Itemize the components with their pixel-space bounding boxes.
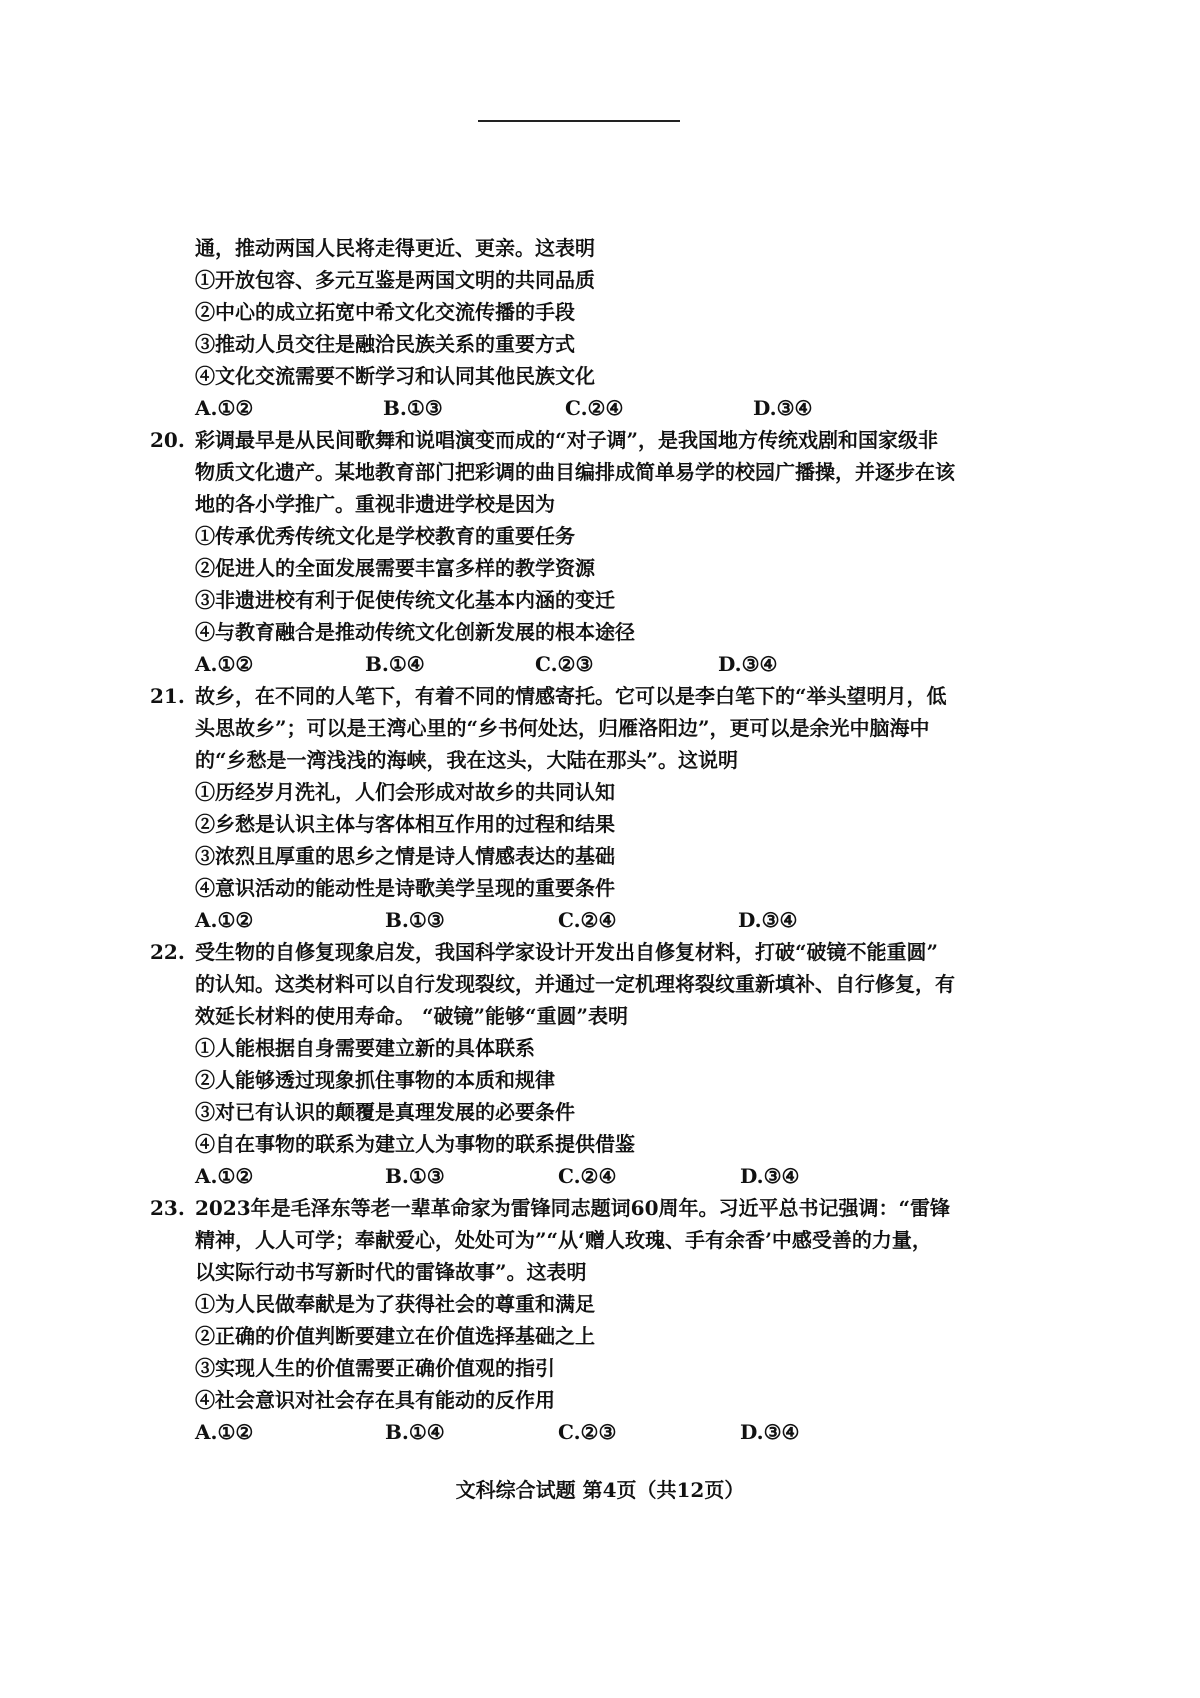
statement-2: ②促进人的全面发展需要丰富多样的教学资源: [195, 556, 595, 580]
option-c: C.②④: [558, 908, 617, 932]
statement-4: ④社会意识对社会存在具有能动的反作用: [195, 1388, 555, 1412]
option-a: A.①②: [195, 652, 254, 676]
option-d: D.③④: [740, 1420, 800, 1444]
statement-2: ②中心的成立拓宽中希文化交流传播的手段: [195, 300, 575, 324]
question-20: [150, 424, 1050, 680]
question-stem-line: 地的各小学推广。重视非遗进学校是因为: [195, 492, 555, 516]
question-stem-line: 的认知。这类材料可以自行发现裂纹，并通过一定机理将裂纹重新填补、自行修复，有: [195, 972, 955, 996]
question-stem-line: 的“乡愁是一湾浅浅的海峡，我在这头，大陆在那头”。这说明: [195, 748, 739, 772]
question-stem-line: 头思故乡”；可以是王湾心里的“乡书何处达，归雁洛阳边”，更可以是余光中脑海中: [195, 716, 930, 740]
option-c: C.②③: [535, 652, 594, 676]
statement-4: ④自在事物的联系为建立人为事物的联系提供借鉴: [195, 1132, 635, 1156]
statement-3: ③推动人员交往是融洽民族关系的重要方式: [195, 332, 575, 356]
option-b: B.①③: [385, 1164, 445, 1188]
question-number: 21.: [150, 684, 185, 708]
option-a: A.①②: [195, 908, 254, 932]
option-b: B.①④: [385, 1420, 445, 1444]
statement-4: ④意识活动的能动性是诗歌美学呈现的重要条件: [195, 876, 615, 900]
statement-2: ②正确的价值判断要建立在价值选择基础之上: [195, 1324, 595, 1348]
question-19: [150, 232, 1050, 424]
question-stem-line: 故乡，在不同的人笔下，有着不同的情感寄托。它可以是李白笔下的“举头望明月，低: [195, 684, 947, 708]
option-d: D.③④: [738, 908, 798, 932]
statement-4: ④与教育融合是推动传统文化创新发展的根本途径: [195, 620, 635, 644]
statement-1: ①历经岁月洗礼，人们会形成对故乡的共同认知: [195, 780, 615, 804]
option-a: A.①②: [195, 396, 254, 420]
statement-2: ②乡愁是认识主体与客体相互作用的过程和结果: [195, 812, 615, 836]
option-c: C.②③: [558, 1420, 617, 1444]
answer-options: [150, 904, 1050, 936]
question-number: 23.: [150, 1196, 185, 1220]
question-stem-line: 彩调最早是从民间歌舞和说唱演变而成的“对子调”，是我国地方传统戏剧和国家级非: [195, 428, 939, 452]
option-c: C.②④: [558, 1164, 617, 1188]
option-b: B.①③: [385, 908, 445, 932]
statement-1: ①开放包容、多元互鉴是两国文明的共同品质: [195, 268, 595, 292]
question-stem-line: 通，推动两国人民将走得更近、更亲。这表明: [195, 236, 595, 260]
question-stem-line: 2023年是毛泽东等老一辈革命家为雷锋同志题词60周年。习近平总书记强调：“雷锋: [195, 1196, 950, 1220]
question-number: 20.: [150, 428, 185, 452]
question-21: [150, 680, 1050, 936]
header-rule: [478, 120, 680, 122]
question-number: 22.: [150, 940, 185, 964]
option-d: D.③④: [718, 652, 778, 676]
question-stem-line: 精神，人人可学；奉献爱心，处处可为”“从‘赠人玫瑰、手有余香’中感受善的力量，: [195, 1228, 932, 1252]
question-22: [150, 936, 1050, 1192]
question-stem-line: 物质文化遗产。某地教育部门把彩调的曲目编排成简单易学的校园广播操，并逐步在该: [195, 460, 955, 484]
page-footer: 文科综合试题 第4页（共12页）: [455, 1478, 745, 1502]
answer-options: [150, 392, 1050, 424]
answer-options: [150, 1160, 1050, 1192]
statement-3: ③浓烈且厚重的思乡之情是诗人情感表达的基础: [195, 844, 615, 868]
statement-2: ②人能够透过现象抓住事物的本质和规律: [195, 1068, 555, 1092]
question-stem-line: 以实际行动书写新时代的雷锋故事”。这表明: [195, 1260, 587, 1284]
statement-3: ③非遗进校有利于促使传统文化基本内涵的变迁: [195, 588, 615, 612]
option-a: A.①②: [195, 1164, 254, 1188]
statement-1: ①人能根据自身需要建立新的具体联系: [195, 1036, 535, 1060]
option-b: B.①④: [365, 652, 425, 676]
answer-options: [150, 648, 1050, 680]
exam-content: [150, 232, 1050, 1448]
option-c: C.②④: [565, 396, 624, 420]
statement-1: ①传承优秀传统文化是学校教育的重要任务: [195, 524, 575, 548]
option-d: D.③④: [740, 1164, 800, 1188]
option-a: A.①②: [195, 1420, 254, 1444]
option-b: B.①③: [383, 396, 443, 420]
statement-4: ④文化交流需要不断学习和认同其他民族文化: [195, 364, 595, 388]
question-23: [150, 1192, 1050, 1448]
question-stem-line: 效延长材料的使用寿命。 “破镜”能够“重圆”表明: [195, 1004, 628, 1028]
statement-1: ①为人民做奉献是为了获得社会的尊重和满足: [195, 1292, 595, 1316]
statement-3: ③实现人生的价值需要正确价值观的指引: [195, 1356, 555, 1380]
statement-3: ③对已有认识的颠覆是真理发展的必要条件: [195, 1100, 575, 1124]
question-stem-line: 受生物的自修复现象启发，我国科学家设计开发出自修复材料，打破“破镜不能重圆”: [195, 940, 939, 964]
answer-options: [150, 1416, 1050, 1448]
option-d: D.③④: [753, 396, 813, 420]
